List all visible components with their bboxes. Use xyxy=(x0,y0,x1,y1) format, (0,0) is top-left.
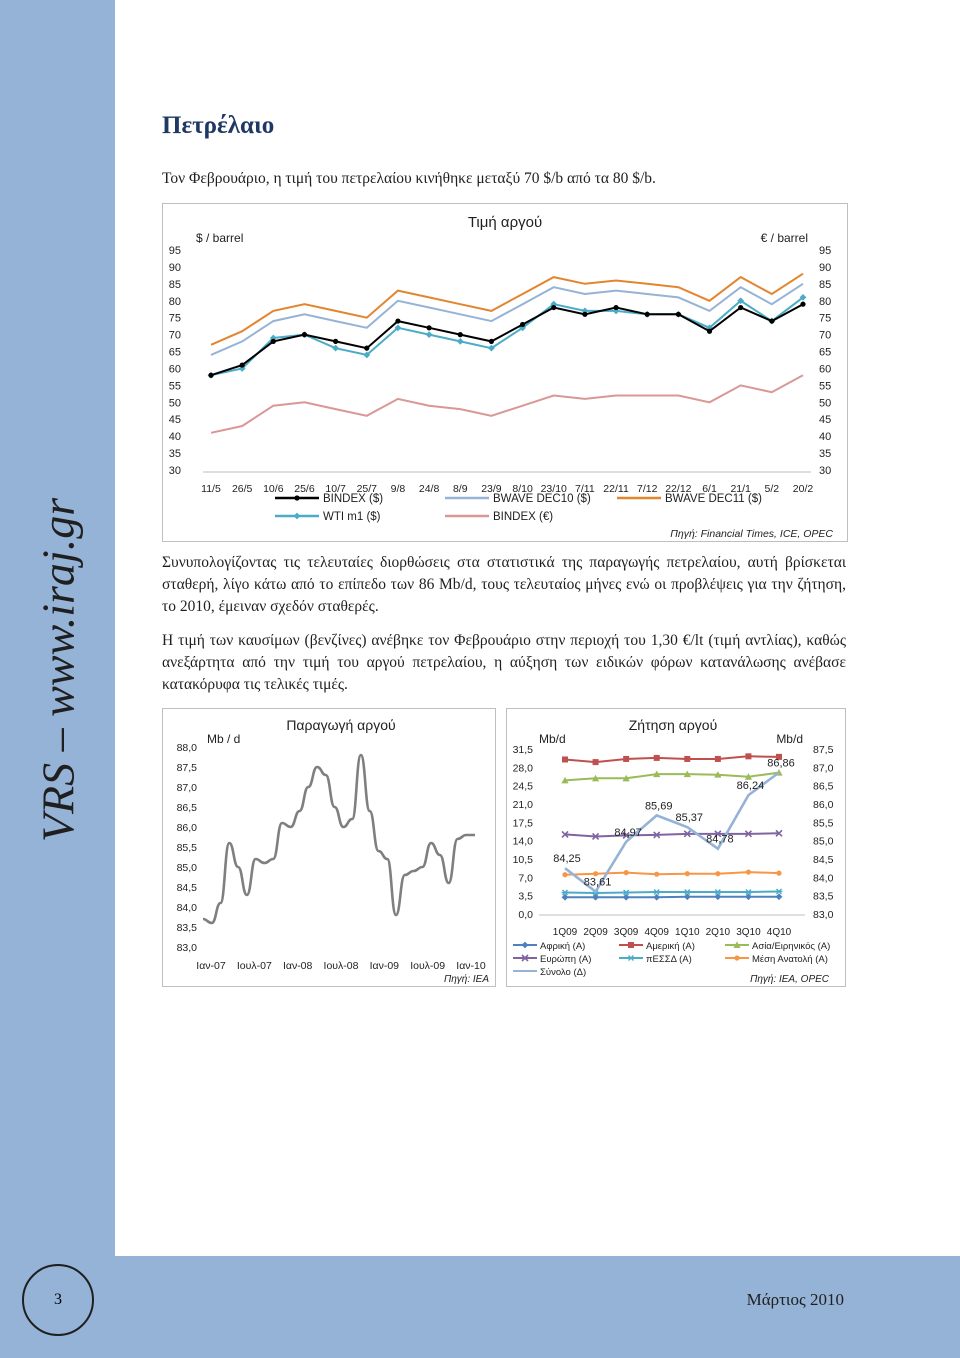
data-point xyxy=(426,331,433,338)
y-left-tick: 55 xyxy=(168,380,181,393)
total-data-label: 84,97 xyxy=(614,826,642,839)
y-left-tick: 45 xyxy=(168,414,181,427)
y-right-tick: 86,0 xyxy=(813,799,834,811)
data-point xyxy=(551,305,556,310)
data-point xyxy=(489,339,494,344)
x-tick-label: 5/2 xyxy=(764,483,780,495)
data-point xyxy=(427,325,432,330)
y-left-tick: 31,5 xyxy=(512,744,533,756)
y-left-label: Mb/d xyxy=(539,732,566,746)
y-left-tick: 80 xyxy=(168,295,181,308)
y-tick: 87,5 xyxy=(176,762,197,774)
y-right-tick: 83,5 xyxy=(813,890,834,903)
data-point xyxy=(653,890,660,895)
x-tick-label: Ιαν-10 xyxy=(456,960,486,972)
data-point xyxy=(745,753,751,759)
x-tick-label: Ιουλ-09 xyxy=(410,960,446,972)
series-line xyxy=(211,375,803,433)
y-left-tick: 35 xyxy=(168,448,181,461)
y-right-tick: 45 xyxy=(819,414,832,427)
y-left-tick: 65 xyxy=(168,346,181,359)
production-line xyxy=(203,755,475,923)
legend-label: Μέση Ανατολή (Α) xyxy=(752,954,828,965)
y-right-tick: 85,0 xyxy=(813,835,834,848)
x-tick-label: 8/9 xyxy=(452,483,468,495)
y-right-tick: 85 xyxy=(819,278,832,291)
x-tick-label: 25/6 xyxy=(294,483,315,495)
data-point xyxy=(746,869,751,874)
x-tick-label: 1Q10 xyxy=(675,927,700,938)
oil-production-chart xyxy=(162,708,496,987)
x-tick-label: 2Q09 xyxy=(583,927,608,938)
total-data-label: 84,78 xyxy=(706,833,734,846)
x-tick-label: 1Q09 xyxy=(552,927,578,938)
x-tick-label: 25/7 xyxy=(356,483,378,495)
legend-label: Σύνολο (Δ) xyxy=(540,967,587,978)
y-right-tick: 55 xyxy=(819,380,832,393)
data-point xyxy=(776,871,781,876)
x-tick-label: 6/1 xyxy=(702,483,717,495)
y-tick: 84,5 xyxy=(176,882,197,894)
y-right-tick: 84,0 xyxy=(813,872,834,885)
data-point xyxy=(332,345,339,352)
x-tick-label: 11/5 xyxy=(201,483,221,495)
legend-marker xyxy=(294,495,299,500)
data-point xyxy=(769,318,774,323)
data-point xyxy=(654,755,660,761)
y-left-tick: 95 xyxy=(168,245,181,257)
y-left-tick: 24,5 xyxy=(512,780,533,793)
y-left-tick: 17,5 xyxy=(512,817,533,830)
total-data-label: 84,25 xyxy=(553,853,581,866)
y-tick: 86,0 xyxy=(176,822,197,834)
chart-title: Τιμή αργού xyxy=(467,214,543,231)
legend-marker xyxy=(522,942,529,949)
legend-label: Ευρώπη (Α) xyxy=(540,954,592,965)
legend-label: Αφρική (Α) xyxy=(540,941,586,952)
data-point xyxy=(240,362,245,367)
y-right-tick: 86,5 xyxy=(813,780,834,793)
data-point xyxy=(593,759,599,765)
data-point xyxy=(654,872,659,877)
legend-label: BINDEX ($) xyxy=(323,493,384,505)
intro-text: Τον Φεβρουάριο, η τιμή του πετρελαίου κινήθηκε μεταξύ 70 $/b από τα 80 $/b. xyxy=(162,170,656,187)
data-point xyxy=(624,870,629,875)
x-tick-label: 22/12 xyxy=(665,483,692,495)
data-point xyxy=(520,322,525,327)
total-data-label: 83,61 xyxy=(583,876,612,889)
data-point xyxy=(676,312,681,317)
y-right-tick: 83,0 xyxy=(813,909,834,921)
oil-price-chart xyxy=(162,203,848,542)
x-tick-label: Ιουλ-08 xyxy=(323,960,359,972)
data-point xyxy=(776,893,783,900)
legend-label: BWAVE DEC11 ($) xyxy=(665,493,762,505)
x-tick-label: 8/10 xyxy=(512,483,533,495)
y-left-tick: 10,5 xyxy=(512,854,533,866)
x-tick-label: Ιαν-07 xyxy=(196,960,226,972)
chart-title: Παραγωγή αργού xyxy=(286,717,396,733)
site-url-text: VRS – www.iraj.gr xyxy=(32,497,84,843)
x-tick-label: 10/7 xyxy=(325,483,346,495)
data-point xyxy=(776,889,783,894)
oil-demand-chart xyxy=(506,708,846,987)
x-tick-label: 26/5 xyxy=(231,483,253,495)
data-point xyxy=(302,332,307,337)
x-tick-label: 22/11 xyxy=(603,483,629,495)
x-tick-label: 23/9 xyxy=(481,483,502,495)
data-point xyxy=(333,339,338,344)
y-tick: 85,0 xyxy=(176,862,197,874)
x-tick-label: 21/1 xyxy=(730,483,751,495)
y-right-tick: 60 xyxy=(819,363,832,376)
series-line xyxy=(211,284,803,355)
y-right-label: € / barrel xyxy=(760,231,808,245)
y-left-tick: 30 xyxy=(168,465,181,477)
y-left-tick: 3,5 xyxy=(518,890,533,903)
chart-source: Πηγή: IEA, OPEC xyxy=(750,974,829,985)
page-title: Πετρέλαιο xyxy=(162,112,275,139)
x-tick-label: 7/12 xyxy=(636,483,658,495)
data-point xyxy=(593,871,598,876)
y-left-tick: 40 xyxy=(168,431,181,444)
paragraph-fuel: Η τιμή των καυσίμων (βενζίνες) ανέβηκε τον Φεβρουάριο στην περιοχή του 1,30 €/lt (τιμή αντλίας), καθώς ανεξάρτητα από την τιμή του αργού πετρελαίου, η αύξηση των ειδικών φόρων κατανάλωσης ανέβασε κατακόρυφα τις τελικές τιμές. xyxy=(162,632,846,693)
data-point xyxy=(208,373,213,378)
legend-label: πΕΣΣΔ (Α) xyxy=(646,954,692,965)
y-right-tick: 40 xyxy=(819,431,832,444)
x-tick-label: 3Q09 xyxy=(613,927,639,938)
y-left-tick: 28,0 xyxy=(512,762,533,775)
x-tick-label: 4Q09 xyxy=(644,927,669,938)
data-point xyxy=(738,305,743,310)
y-left-tick: 21,0 xyxy=(512,799,533,811)
data-point xyxy=(685,871,690,876)
x-tick-label: Ιαν-08 xyxy=(282,960,313,972)
y-left-tick: 70 xyxy=(168,329,181,342)
data-point xyxy=(613,305,618,310)
y-tick: 88,0 xyxy=(176,742,197,754)
y-right-tick: 85,5 xyxy=(813,817,834,830)
y-tick: 85,5 xyxy=(176,842,197,854)
y-right-tick: 50 xyxy=(819,397,832,410)
data-point xyxy=(684,756,690,762)
y-left-tick: 0,0 xyxy=(518,909,533,921)
data-point xyxy=(715,871,720,876)
x-tick-label: 10/6 xyxy=(263,483,284,495)
y-left-tick: 90 xyxy=(168,261,181,274)
legend-label: Αμερική (Α) xyxy=(646,941,695,952)
legend-marker xyxy=(628,956,635,961)
sidebar-band xyxy=(0,0,115,1256)
y-right-tick: 80 xyxy=(819,295,832,308)
legend-marker xyxy=(294,513,301,520)
data-point xyxy=(457,338,464,345)
y-left-tick: 14,0 xyxy=(512,835,533,848)
chart-title: Ζήτηση αργού xyxy=(628,717,718,733)
oil-price-svg xyxy=(163,204,847,541)
paragraph-production: Συνυπολογίζοντας τις τελευταίες διορθώσεις στα στατιστικά της παραγωγής πετρελαίου, αυτή βρίσκεται σταθερή, λίγο κάτω από το επίπεδο των 86 Mb/d, τους τελευταίος μήνες ενώ οι προβλέψεις για την ζήτηση, το 2010, έμειναν σχεδόν σταθερές. xyxy=(162,554,846,615)
data-point xyxy=(395,318,400,323)
total-data-label: 86,24 xyxy=(736,780,765,793)
y-tick: 83,5 xyxy=(176,922,197,934)
chart-source: Πηγή: IEA xyxy=(443,974,489,985)
y-right-tick: 75 xyxy=(819,312,832,325)
y-label: Mb / d xyxy=(207,732,241,746)
y-right-tick: 87,0 xyxy=(813,762,834,775)
x-tick-label: 24/8 xyxy=(418,483,440,495)
y-tick: 87,0 xyxy=(176,782,197,794)
x-tick-label: 4Q10 xyxy=(766,927,792,938)
legend-label: BWAVE DEC10 ($) xyxy=(493,493,591,505)
y-right-tick: 30 xyxy=(819,465,832,477)
page-number: 3 xyxy=(22,1264,94,1336)
data-point xyxy=(715,756,721,762)
total-data-label: 86,86 xyxy=(767,757,795,770)
data-point xyxy=(458,332,463,337)
x-tick-label: 20/2 xyxy=(792,483,814,495)
legend-label: WTI m1 ($) xyxy=(323,511,381,523)
total-data-label: 85,37 xyxy=(675,812,704,825)
y-left-tick: 7,0 xyxy=(518,872,533,885)
data-point xyxy=(582,312,587,317)
data-point xyxy=(707,329,712,334)
data-point xyxy=(653,894,660,901)
legend-marker xyxy=(628,942,634,948)
y-right-tick: 35 xyxy=(819,448,832,461)
y-right-label: Mb/d xyxy=(776,732,803,746)
y-right-tick: 87,5 xyxy=(813,744,834,756)
y-left-tick: 60 xyxy=(168,363,181,376)
legend-label: Ασία/Ειρηνικός (Α) xyxy=(752,941,831,952)
oil-production-svg xyxy=(163,709,495,986)
y-tick: 86,5 xyxy=(176,802,197,814)
chart-source: Πηγή: Financial Times, ICE, OPEC xyxy=(670,528,833,540)
data-point xyxy=(271,339,276,344)
legend-marker xyxy=(734,955,739,960)
data-point xyxy=(623,756,629,762)
legend-label: BINDEX (€) xyxy=(493,511,554,523)
data-point xyxy=(800,302,805,307)
data-point xyxy=(562,756,568,762)
x-tick-label: 7/11 xyxy=(575,483,595,495)
y-right-tick: 65 xyxy=(819,346,832,359)
y-right-tick: 70 xyxy=(819,329,832,342)
y-left-tick: 85 xyxy=(168,278,181,291)
data-point xyxy=(364,346,369,351)
data-point xyxy=(562,872,567,877)
y-tick: 83,0 xyxy=(176,942,197,954)
y-right-tick: 84,5 xyxy=(813,854,834,866)
x-tick-label: Ιαν-09 xyxy=(369,960,400,972)
y-tick: 84,0 xyxy=(176,902,197,914)
y-left-label: $ / barrel xyxy=(196,231,244,245)
x-tick-label: Ιουλ-07 xyxy=(236,960,272,972)
y-left-tick: 75 xyxy=(168,312,181,325)
x-tick-label: 9/8 xyxy=(390,483,406,495)
y-left-tick: 50 xyxy=(168,397,181,410)
x-tick-label: 2Q10 xyxy=(705,927,731,938)
footer-date: Μάρτιος 2010 xyxy=(746,1290,844,1309)
data-point xyxy=(645,312,650,317)
y-right-tick: 90 xyxy=(819,261,832,274)
x-tick-label: 3Q10 xyxy=(736,927,761,938)
y-right-tick: 95 xyxy=(819,245,832,257)
x-tick-label: 23/10 xyxy=(540,483,567,495)
oil-demand-svg xyxy=(507,709,845,986)
total-data-label: 85,69 xyxy=(644,800,673,813)
